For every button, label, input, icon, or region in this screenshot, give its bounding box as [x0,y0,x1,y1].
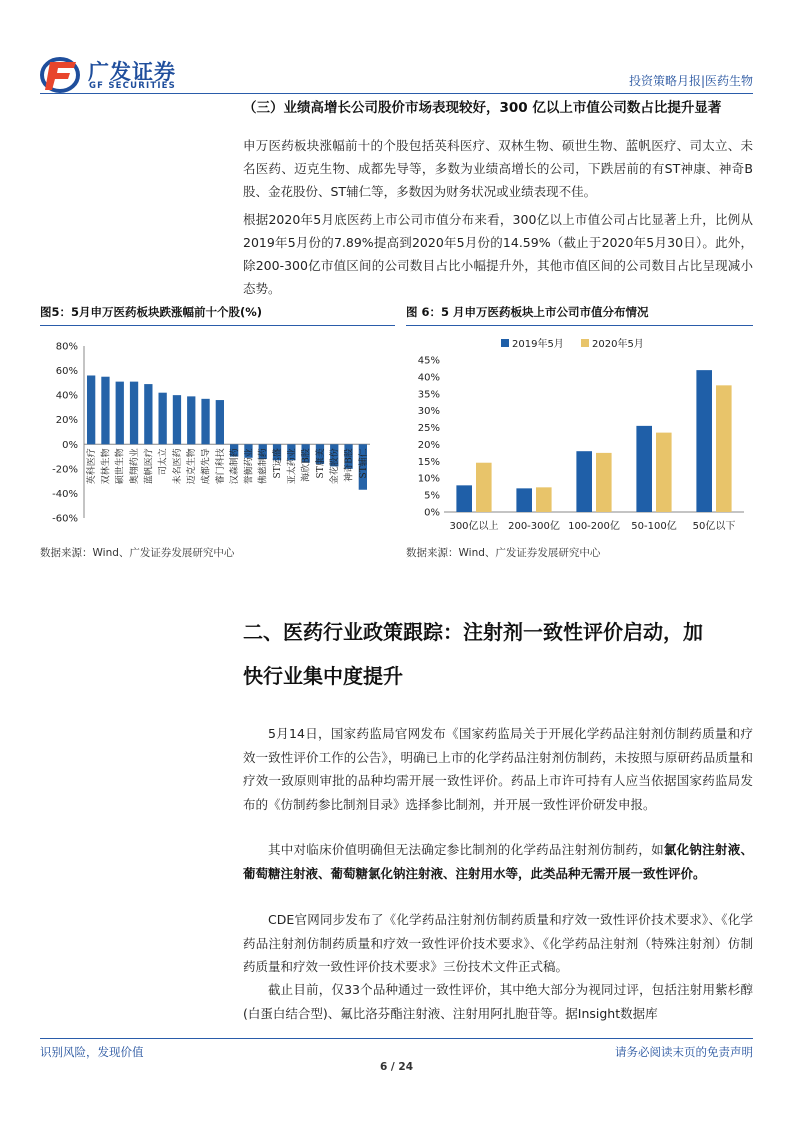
gf-logo-icon [40,54,84,94]
category-label: 睿门科技 [215,448,226,485]
bar [636,426,652,512]
fig5-source: 数据来源：Wind、广发证券发展研究中心 [40,547,235,559]
paragraph-policy: 5月14日，国家药监局官网发布《国家药监局关于开展化学药品注射剂仿制药质量和疗效一致性评价工作的公告》，明确已上市的化学药品注射剂仿制药，未按照与原研药品质量和疗效一致原则审批的品种均需开展一致性评价。药品上市许可持有人应当依据国家药监局发布的《仿制药参比制剂目录》选择参比制剂，并开展一致性评价研发申报。 [243,726,753,812]
bar [159,393,167,445]
y-tick-label: 0% [424,507,440,519]
bar [696,370,712,512]
fig6-title: 图 6：5 月申万医药板块上市公司市值分布情况 [406,305,649,319]
bar [456,485,472,512]
bar [130,382,138,445]
paragraph-market-cap: 根据2020年5月底医药上市公司市值分布来看，300亿以上市值公司占比显著上升，比例从2019年5月份的7.89%提高到2020年5月份的14.59%（截止于2020年5月30日）。此外，除200-300亿市值区间的公司数目占比小幅提升外，其他市值区间的公司数目占比呈现减小态势。 [243,212,753,296]
bar [173,395,181,444]
category-label: 奥翔药业 [130,448,141,485]
y-tick-label: -20% [52,464,78,476]
y-tick-label: 30% [417,406,440,418]
footer-divider [40,1038,753,1039]
bar [87,375,95,444]
category-label: 200-300亿 [508,521,560,532]
category-label: ST辅仁 [358,448,369,479]
category-label: 蓝帆医疗 [144,448,155,485]
fig5-chart [40,332,395,532]
category-label: 未名医药 [172,448,183,485]
category-label: 300亿以上 [449,521,499,532]
bar [596,453,612,512]
bar [716,385,732,512]
category-label: 汉森制药 [230,448,241,485]
y-tick-label: 10% [417,473,440,485]
exempt-varieties: 氯化钠注射液、葡萄糖注射液、葡萄糖氯化钠注射液、注射用水等，此类品种无需开展一致性评价。 [243,842,753,881]
y-tick-label: -60% [52,513,78,525]
y-tick-label: -40% [52,488,78,500]
page-number: 6 / 24 [379,1061,414,1073]
bar [656,433,672,512]
exempt-intro: 其中对临床价值明确但无法确定参比制剂的化学药品注射剂仿制药，如 [268,842,664,857]
bar [216,400,224,444]
logo-text-cn: 广发证券 [88,60,176,84]
y-tick-label: 40% [55,390,78,402]
y-tick-label: 0% [62,439,78,451]
section-heading-line2: 快行业集中度提升 [243,664,403,688]
y-tick-label: 40% [417,372,440,384]
legend-label: 2019年5月 [512,339,564,350]
category-label: 双林生物 [101,448,112,485]
paragraph-cde: CDE官网同步发布了《化学药品注射剂仿制药质量和疗效一致性评价技术要求》、《化学药品注射剂仿制药质量和疗效一致性评价技术要求》、《化学药品注射剂（特殊注射剂）仿制药质量和疗效一致性评价技术要求》三份技术文件正式稿。 [243,912,753,974]
legend-label: 2020年5月 [592,339,644,350]
bar [536,487,552,512]
fig5-title: 图5：5月申万医药板块跌涨幅前十个股(%) [40,305,263,319]
fig6-rule [406,325,753,326]
bar [576,451,592,512]
bar [516,488,532,512]
category-label: 迈克生物 [187,448,198,485]
y-tick-label: 80% [55,341,78,353]
category-label: 成都先导 [201,448,212,485]
y-tick-label: 45% [417,355,440,367]
bar [187,396,195,444]
y-tick-label: 5% [424,490,440,502]
legend-swatch [581,339,589,347]
header-divider [40,93,753,94]
category-label: 海欣B股 [301,448,312,482]
y-tick-label: 25% [417,423,440,435]
footer-slogan: 识别风险，发现价值 [40,1045,144,1059]
paragraph-status: 截止目前，仅33个品种通过一致性评价，其中绝大部分为视同过评，包括注射用紫杉醇(白蛋白结合型)、氟比洛芬酯注射液、注射用阿扎胞苷等。据Insight数据库 [243,982,753,1021]
paragraph-exempt [243,838,753,885]
section-heading-line1: 二、医药行业政策跟踪：注射剂一致性评价启动，加 [243,620,703,644]
section-subtitle: （三）业绩高增长公司股价市场表现较好，300 亿以上市值公司数占比提升显著 [243,100,722,116]
fig6-chart [406,332,753,537]
category-label: 50亿以下 [692,521,736,532]
y-tick-label: 15% [417,456,440,468]
category-label: 100-200亿 [568,521,620,532]
bar [101,377,109,445]
category-label: 硕世生物 [115,448,126,485]
y-tick-label: 35% [417,389,440,401]
category-label: 神奇B股 [344,448,355,482]
category-label: ST康美 [315,448,326,479]
logo-text-en: GF SECURITIES [89,81,177,91]
category-label: 50-100亿 [631,521,677,532]
category-label: 金花股份 [330,448,341,485]
page-header [40,48,753,96]
footer-disclaimer: 请务必阅读末页的免责声明 [615,1045,753,1059]
category-label: 司太立 [158,448,169,476]
bar [144,384,152,444]
fig6-source: 数据来源：Wind、广发证券发展研究中心 [406,547,601,559]
category-label: 佛慈制药 [258,448,269,485]
bar [476,463,492,512]
y-tick-label: 20% [55,415,78,427]
bar [116,382,124,445]
paragraph-top-gainers: 申万医药板块涨幅前十的个股包括英科医疗、双林生物、硕世生物、蓝帆医疗、司太立、未名医药、迈克生物、成都先导等，多数为业绩高增长的公司，下跌居前的有ST神康、神奇B股、金花股份、ST辅仁等，多数因为财务状况或业绩表现不佳。 [243,138,753,199]
category-label: 誉衡药业 [244,448,255,485]
legend-swatch [501,339,509,347]
fig5-rule [40,325,395,326]
category-label: ST运盛 [273,448,284,479]
report-category: 投资策略月报|医药生物 [628,74,753,88]
bar [201,399,209,444]
category-label: 英科医疗 [87,448,98,485]
category-label: 亚太药业 [287,448,298,485]
y-tick-label: 60% [55,366,78,378]
y-tick-label: 20% [417,439,440,451]
